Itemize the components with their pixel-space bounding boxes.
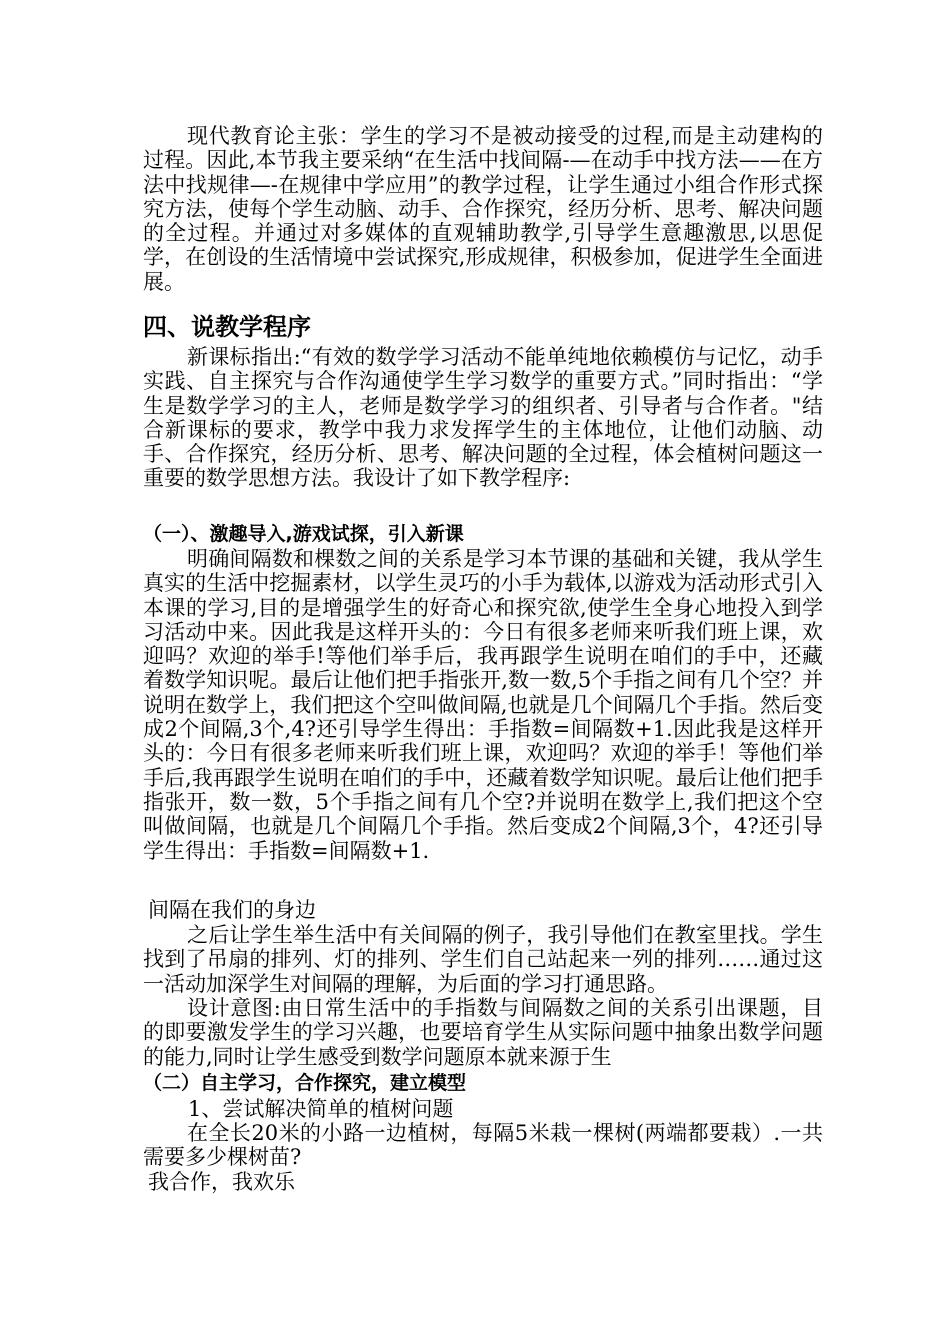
subheading-2: （二）自主学习，合作探究，建立模型 xyxy=(143,1072,467,1094)
paragraph-design-intent: 设计意图:由日常生活中的手指数与间隔数之间的关系引出课题，目的即要激发学生的学习兴趣，也要培育学生从实际问题中抽象出数学问题的能力,同时让学生感受到数学问题原本就来源于生 xyxy=(143,996,823,1069)
line-interval: 间隔在我们的身边 xyxy=(148,898,316,922)
paragraph-examples: 之后让学生举生活中有关间隔的例子，我引导他们在教室里找。学生找到了吊扇的排列、灯的排列、学生们自己站起来一列的排列……通过这一活动加深学生对间隔的理解，为后面的学习打通思路。 xyxy=(143,923,823,996)
paragraph-problem: 在全长20米的小路一边植树，每隔5米栽一棵树(两端都要栽）.一共需要多少棵树苗? xyxy=(143,1121,823,1170)
subheading-1: （一）、激趣导入,游戏试探，引入新课 xyxy=(143,523,464,545)
line-cooperate: 我合作，我欢乐 xyxy=(148,1170,295,1194)
section-heading-4: 四、说教学程序 xyxy=(143,313,311,341)
line-try: 1、尝试解决简单的植树问题 xyxy=(188,1097,454,1121)
paragraph-game-intro: 明确间隔数和棵数之间的关系是学习本节课的基础和关键，我从学生真实的生活中挖掘素材，以学生灵巧的小手为载体,以游戏为活动形式引入本课的学习,目的是增强学生的好奇心和探究欲,使学生全身心地投入到学习活动中来。因此我是这样开头的：今日有很多老师来听我们班上课，欢迎吗？欢迎的举手!等他们举手后，我再跟学生说明在咱们的手中，还藏着数学知识呢。最后让他们把手指张开,数一数,5个手指之间有几个空？并说明在数学上，我们把这个空叫做间隔,也就是几个间隔几个手指。然后变成2个间隔,3个,4?还引导学生得出：手指数=间隔数+1.因此我是这样开头的：今日有很多老师来听我们班上课，欢迎吗？欢迎的举手！等他们举手后,我再跟学生说明在咱们的手中，还藏着数学知识呢。最后让他们把手指张开，数一数，5个手指之间有几个空?并说明在数学上,我们把这个空叫做间隔，也就是几个间隔几个手指。然后变成2个间隔,3个，4?还引导学生得出：手指数=间隔数+1. xyxy=(143,547,823,863)
paragraph-intro: 现代教育论主张：学生的学习不是被动接受的过程,而是主动建构的过程。因此,本节我主要采纳“在生活中找间隔-—在动手中找方法——在方法中找规律—-在规律中学应用”的教学过程，让学生通过小组合作形式探究方法，使每个学生动脑、动手、合作探究，经历分析、思考、解决问题的全过程。并通过对多媒体的直观辅助教学,引导学生意趣激思,以思促学，在创设的生活情境中尝试探究,形成规律，积极参加，促进学生全面进展。 xyxy=(143,124,823,294)
paragraph-curriculum: 新课标指出:“有效的数学学习活动不能单纯地依赖模仿与记忆，动手实践、自主探究与合作沟通使学生学习数学的重要方式。”同时指出：“学生是数学学习的主人，老师是数学学习的组织者、引导者与合作者。"结合新课标的要求，教学中我力求发挥学生的主体地位，让他们动脑、动手、合作探究，经历分析、思考、解决问题的全过程，体会植树问题这一重要的数学思想方法。我设计了如下教学程序: xyxy=(143,345,823,491)
